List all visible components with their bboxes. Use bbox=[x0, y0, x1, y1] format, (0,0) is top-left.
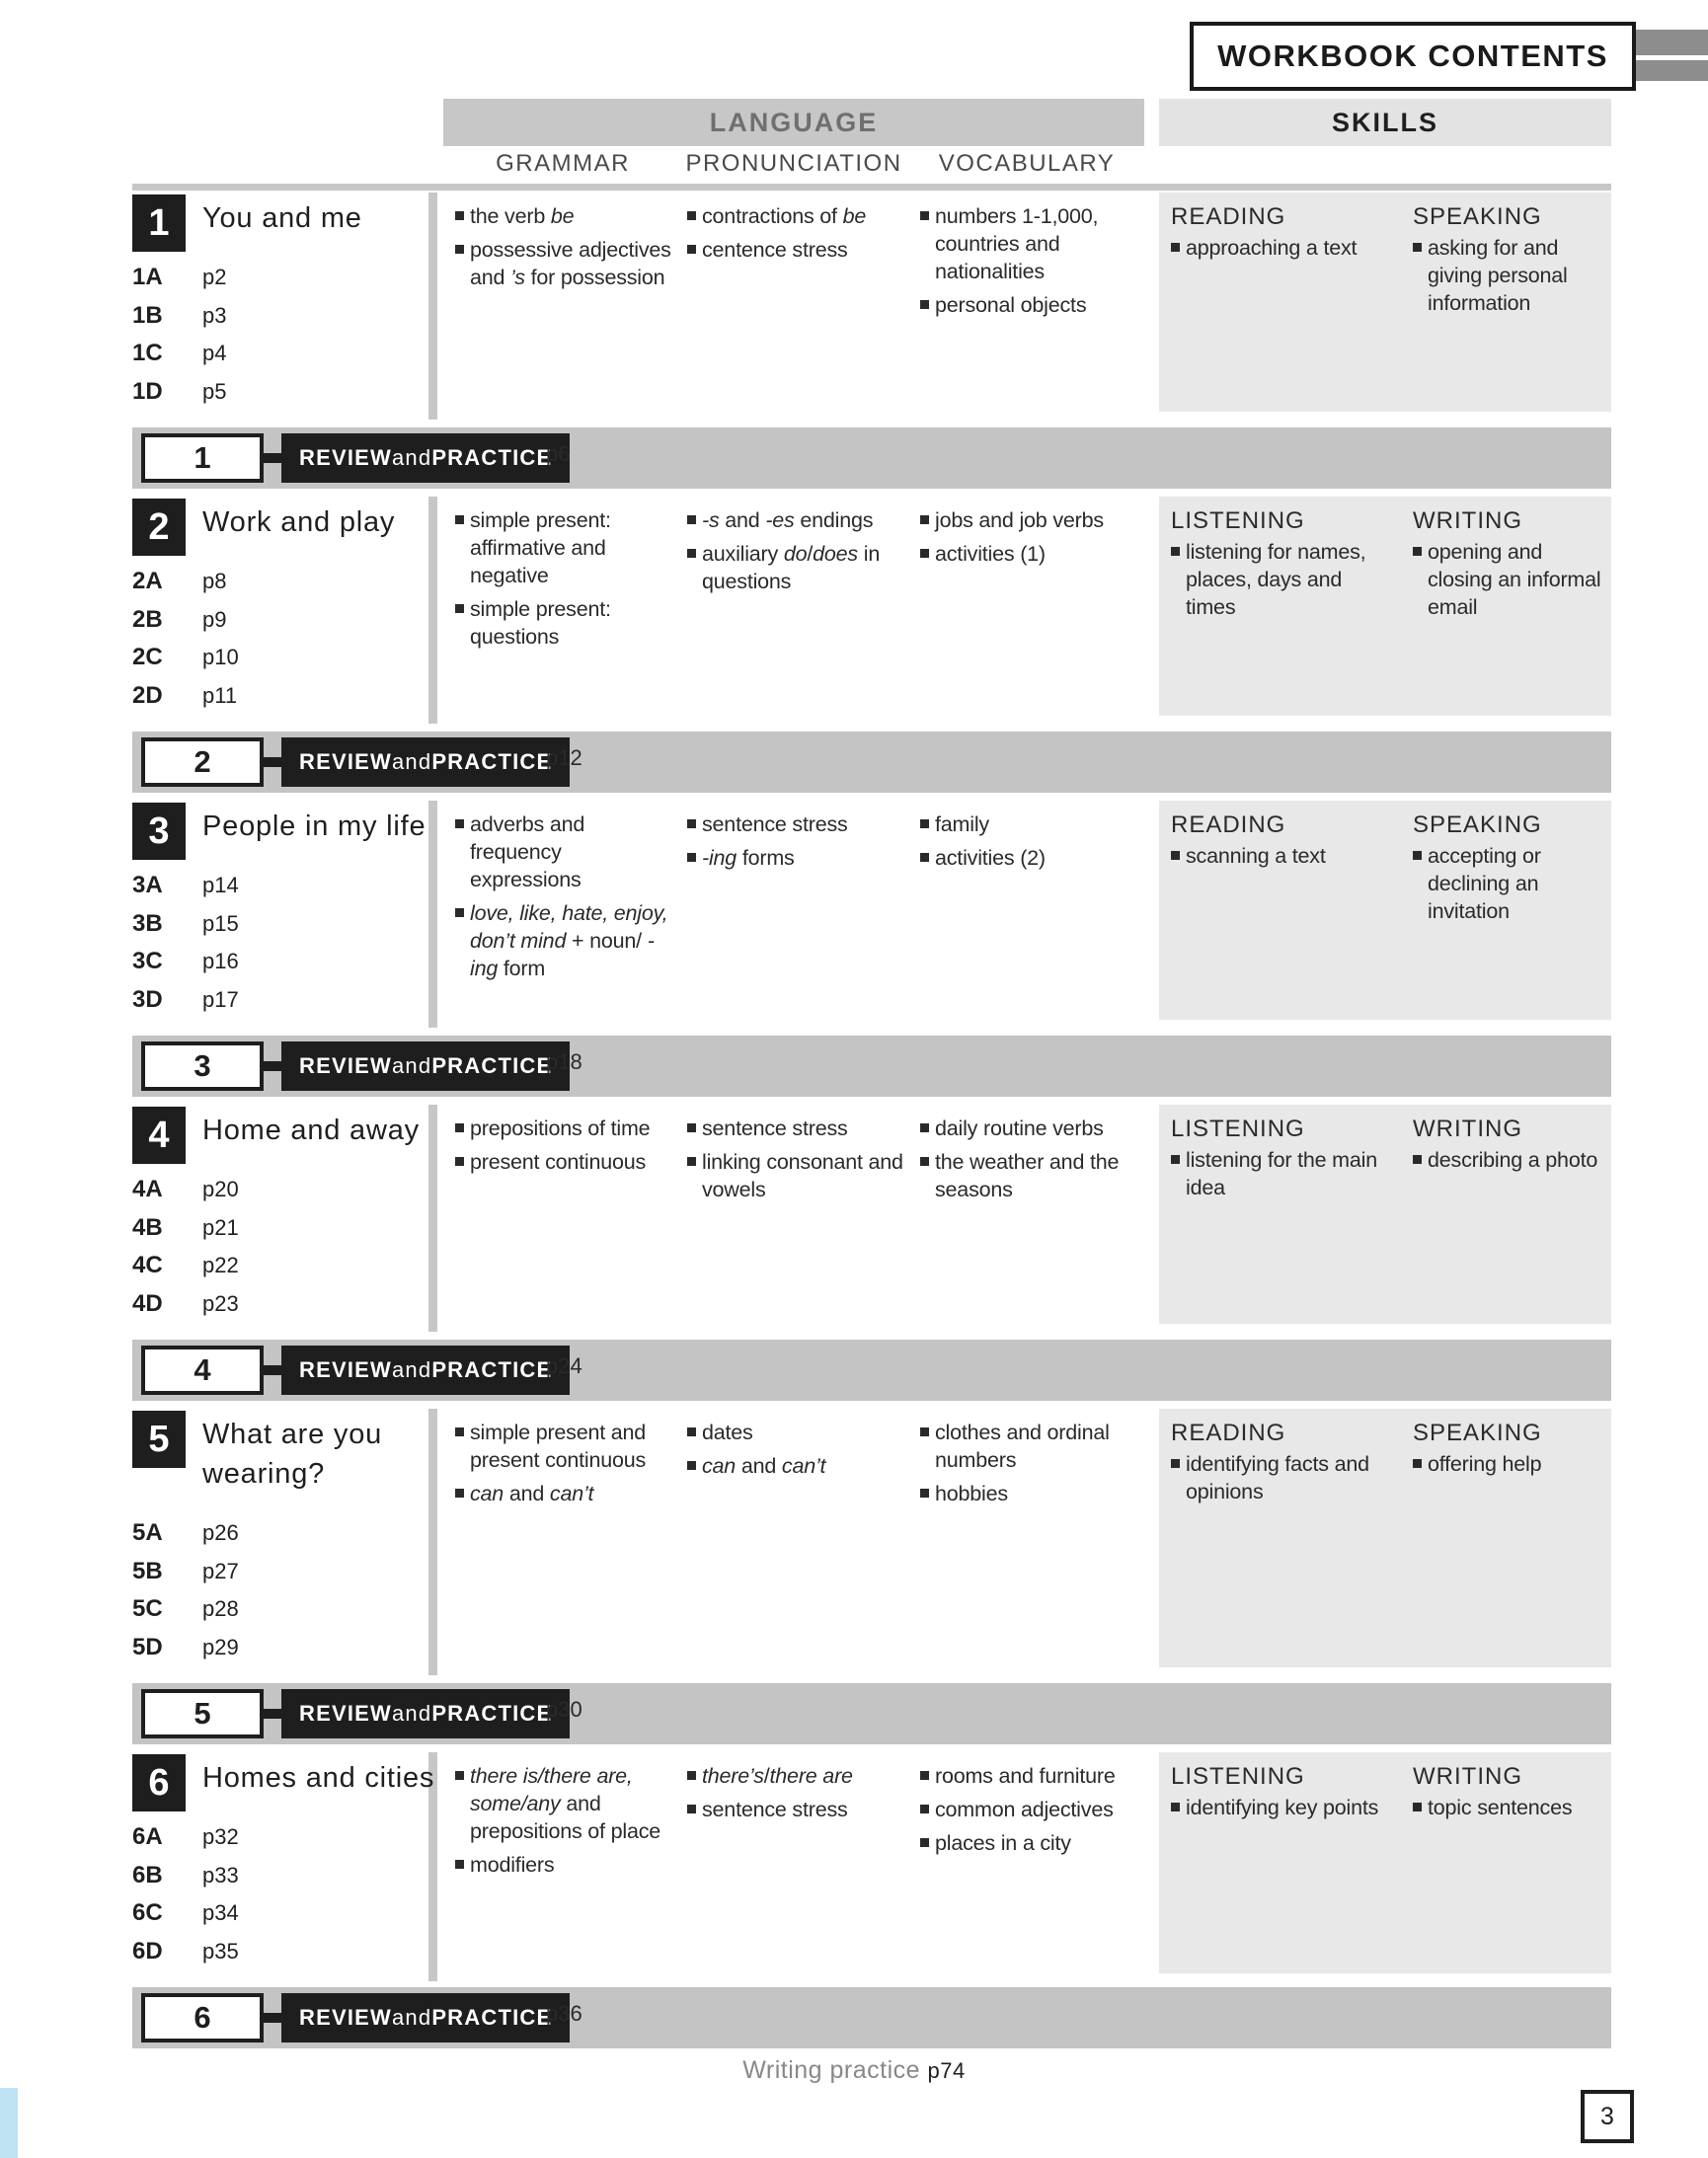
bullet-item: can and can’t bbox=[687, 1452, 904, 1480]
lesson-list bbox=[132, 1818, 428, 1970]
grammar-column bbox=[455, 1115, 672, 1182]
lesson-page: p4 bbox=[202, 341, 227, 366]
lesson-row bbox=[132, 1553, 428, 1591]
practice-word: PRACTICE bbox=[431, 2005, 553, 2030]
unit-4 bbox=[132, 1105, 1611, 1332]
lesson-row bbox=[132, 601, 428, 640]
grammar-column bbox=[455, 1762, 672, 1885]
bullet-item: possessive adjectives and ’s for possession bbox=[455, 236, 672, 291]
pronunciation-header: PRONUNCIATION bbox=[685, 150, 902, 177]
language-header: LANGUAGE bbox=[443, 99, 1144, 146]
unit-1 bbox=[132, 193, 1611, 420]
skill-column-1 bbox=[1171, 202, 1393, 268]
pronunciation-column bbox=[687, 810, 904, 878]
bullet-item: love, like, hate, enjoy, don’t mind + noun/ -ing form bbox=[455, 899, 672, 982]
lesson-row bbox=[132, 1590, 428, 1629]
bullet-item: contractions of be bbox=[687, 202, 904, 230]
review-page: p12 bbox=[546, 745, 582, 770]
lesson-code: 4B bbox=[132, 1213, 163, 1241]
lesson-code: 1C bbox=[132, 340, 163, 367]
bullet-item: modifiers bbox=[455, 1851, 672, 1879]
bullet-item: accepting or declining an invitation bbox=[1413, 842, 1610, 925]
unit-2 bbox=[132, 497, 1611, 724]
review-word: REVIEW bbox=[299, 2005, 392, 2030]
lesson-row bbox=[132, 1514, 428, 1553]
unit-title: You and me bbox=[202, 202, 362, 234]
bullet-item: topic sentences bbox=[1413, 1794, 1610, 1821]
lesson-page: p35 bbox=[202, 1938, 239, 1964]
bullet-item: activities (1) bbox=[920, 540, 1137, 568]
title-decoration-stripe bbox=[1636, 30, 1708, 81]
lesson-code: 1B bbox=[132, 301, 163, 329]
review-practice-bar bbox=[132, 732, 1611, 793]
skill-heading: SPEAKING bbox=[1413, 203, 1542, 230]
unit-6 bbox=[132, 1752, 1611, 1981]
lesson-code: 5A bbox=[132, 1519, 163, 1547]
skill-column-1 bbox=[1171, 506, 1393, 627]
and-word: and bbox=[392, 1701, 432, 1726]
lesson-page: p5 bbox=[202, 378, 227, 404]
review-practice-label bbox=[281, 1689, 570, 1738]
bullet-item: listening for the main idea bbox=[1171, 1146, 1393, 1201]
review-page: p6 bbox=[546, 441, 571, 466]
grammar-column bbox=[455, 202, 672, 297]
bullet-item: personal objects bbox=[920, 291, 1137, 319]
lesson-row bbox=[132, 639, 428, 677]
review-connector bbox=[264, 2013, 281, 2023]
skill-heading: WRITING bbox=[1413, 507, 1522, 534]
bullet-item: common adjectives bbox=[920, 1796, 1137, 1823]
lesson-row bbox=[132, 563, 428, 601]
skill-heading: WRITING bbox=[1413, 1116, 1522, 1142]
review-unit-number: 4 bbox=[141, 1346, 264, 1395]
bullet-item: centence stress bbox=[687, 236, 904, 264]
lesson-code: 6B bbox=[132, 1861, 163, 1888]
skill-heading: LISTENING bbox=[1171, 507, 1305, 534]
review-word: REVIEW bbox=[299, 1701, 392, 1726]
unit-title: Home and away bbox=[202, 1115, 420, 1146]
lesson-code: 6A bbox=[132, 1823, 163, 1851]
lesson-code: 6C bbox=[132, 1899, 163, 1927]
unit-number: 6 bbox=[132, 1754, 186, 1811]
grammar-header: GRAMMAR bbox=[496, 150, 630, 177]
and-word: and bbox=[392, 1053, 432, 1078]
bullet-item: simple present: questions bbox=[455, 595, 672, 651]
review-unit-number: 1 bbox=[141, 433, 264, 483]
bullet-item: present continuous bbox=[455, 1148, 672, 1176]
unit-number: 4 bbox=[132, 1107, 186, 1164]
lesson-row bbox=[132, 981, 428, 1020]
lesson-code: 3B bbox=[132, 909, 163, 937]
bullet-item: identifying facts and opinions bbox=[1171, 1450, 1393, 1505]
lesson-code: 3D bbox=[132, 985, 163, 1013]
lesson-row bbox=[132, 335, 428, 373]
review-word: REVIEW bbox=[299, 1357, 392, 1382]
lesson-code: 2B bbox=[132, 605, 163, 633]
unit-title: Homes and cities bbox=[202, 1762, 435, 1794]
lesson-list bbox=[132, 259, 428, 411]
review-practice-label bbox=[281, 1993, 570, 2042]
review-practice-bar bbox=[132, 1340, 1611, 1401]
lesson-code: 1A bbox=[132, 264, 163, 291]
unit-5 bbox=[132, 1409, 1611, 1675]
review-unit-number: 2 bbox=[141, 737, 264, 787]
review-page: p24 bbox=[546, 1353, 582, 1378]
lesson-row bbox=[132, 905, 428, 944]
lesson-page: p15 bbox=[202, 910, 239, 936]
writing-practice-label: Writing practice bbox=[742, 2056, 921, 2084]
practice-word: PRACTICE bbox=[431, 1357, 553, 1382]
bullet-item: hobbies bbox=[920, 1480, 1137, 1507]
bullet-item: prepositions of time bbox=[455, 1115, 672, 1142]
lesson-code: 5C bbox=[132, 1595, 163, 1623]
lesson-code: 3A bbox=[132, 872, 163, 899]
review-practice-bar bbox=[132, 1987, 1611, 2048]
review-practice-label bbox=[281, 1346, 570, 1395]
lesson-row bbox=[132, 259, 428, 297]
review-word: REVIEW bbox=[299, 1053, 392, 1078]
skill-heading: SPEAKING bbox=[1413, 1420, 1542, 1446]
lesson-row bbox=[132, 1247, 428, 1285]
review-page: p30 bbox=[546, 1697, 582, 1722]
lesson-page: p27 bbox=[202, 1558, 239, 1583]
lesson-row bbox=[132, 1171, 428, 1209]
bullet-item: -ing forms bbox=[687, 844, 904, 872]
and-word: and bbox=[392, 2005, 432, 2030]
lesson-row bbox=[132, 1933, 428, 1971]
pronunciation-column bbox=[687, 506, 904, 601]
writing-practice-page: p74 bbox=[927, 2058, 966, 2083]
bullet-item: clothes and ordinal numbers bbox=[920, 1419, 1137, 1474]
practice-word: PRACTICE bbox=[431, 749, 553, 774]
lesson-page: p21 bbox=[202, 1214, 239, 1240]
lesson-page: p9 bbox=[202, 606, 227, 632]
bullet-item: the verb be bbox=[455, 202, 672, 230]
review-practice-bar bbox=[132, 1036, 1611, 1097]
bullet-item: offering help bbox=[1413, 1450, 1610, 1478]
lesson-page: p2 bbox=[202, 265, 227, 290]
bullet-item: family bbox=[920, 810, 1137, 838]
review-page: p36 bbox=[546, 2001, 582, 2026]
vocabulary-column bbox=[920, 1762, 1137, 1863]
review-unit-number: 3 bbox=[141, 1041, 264, 1091]
skill-column-2 bbox=[1413, 810, 1610, 931]
pronunciation-column bbox=[687, 1419, 904, 1486]
lesson-code: 2D bbox=[132, 681, 163, 709]
lesson-page: p28 bbox=[202, 1596, 239, 1622]
lesson-list bbox=[132, 867, 428, 1019]
lesson-page: p20 bbox=[202, 1177, 239, 1202]
lesson-page: p26 bbox=[202, 1520, 239, 1546]
lesson-code: 4C bbox=[132, 1252, 163, 1279]
lesson-row bbox=[132, 1629, 428, 1667]
and-word: and bbox=[392, 1357, 432, 1382]
review-connector bbox=[264, 1365, 281, 1375]
vocabulary-column bbox=[920, 1419, 1137, 1513]
lesson-code: 1D bbox=[132, 377, 163, 405]
lesson-code: 4A bbox=[132, 1176, 163, 1203]
and-word: and bbox=[392, 445, 432, 470]
bullet-item: the weather and the seasons bbox=[920, 1148, 1137, 1203]
lesson-page: p3 bbox=[202, 302, 227, 328]
bullet-item: can and can’t bbox=[455, 1480, 672, 1507]
bullet-item: asking for and giving personal information bbox=[1413, 234, 1610, 317]
unit-title: What are you wearing? bbox=[202, 1419, 383, 1490]
pronunciation-column bbox=[687, 1762, 904, 1829]
practice-word: PRACTICE bbox=[431, 1701, 553, 1726]
page-number: 3 bbox=[1581, 2090, 1634, 2143]
review-page: p18 bbox=[546, 1049, 582, 1074]
review-connector bbox=[264, 453, 281, 463]
skill-column-2 bbox=[1413, 1115, 1610, 1180]
practice-word: PRACTICE bbox=[431, 1053, 553, 1078]
grammar-column bbox=[455, 810, 672, 988]
lesson-code: 5B bbox=[132, 1557, 163, 1584]
lesson-code: 2A bbox=[132, 568, 163, 595]
and-word: and bbox=[392, 749, 432, 774]
bullet-item: describing a photo bbox=[1413, 1146, 1610, 1174]
skill-column-2 bbox=[1413, 506, 1610, 627]
bullet-item: approaching a text bbox=[1171, 234, 1393, 262]
unit-number: 3 bbox=[132, 803, 186, 860]
skill-heading: READING bbox=[1171, 203, 1286, 230]
lesson-row bbox=[132, 1857, 428, 1895]
lesson-page: p10 bbox=[202, 645, 239, 670]
writing-practice-footer bbox=[0, 2056, 1708, 2085]
skill-heading: READING bbox=[1171, 811, 1286, 838]
bullet-item: -s and -es endings bbox=[687, 506, 904, 534]
review-connector bbox=[264, 1709, 281, 1719]
grammar-column bbox=[455, 1419, 672, 1513]
skill-heading: LISTENING bbox=[1171, 1763, 1305, 1790]
skill-column-1 bbox=[1171, 1419, 1393, 1511]
bullet-item: sentence stress bbox=[687, 810, 904, 838]
skill-column-1 bbox=[1171, 1762, 1393, 1827]
lesson-page: p29 bbox=[202, 1634, 239, 1659]
bullet-item: listening for names, places, days and times bbox=[1171, 538, 1393, 621]
skill-heading: READING bbox=[1171, 1420, 1286, 1446]
lesson-list bbox=[132, 1514, 428, 1666]
unit-title: Work and play bbox=[202, 506, 396, 538]
review-practice-label bbox=[281, 1041, 570, 1091]
skill-column-2 bbox=[1413, 202, 1610, 323]
lesson-page: p11 bbox=[202, 682, 238, 708]
workbook-contents-title: WORKBOOK CONTENTS bbox=[1190, 22, 1636, 91]
bullet-item: opening and closing an informal email bbox=[1413, 538, 1610, 621]
lesson-list bbox=[132, 563, 428, 715]
bullet-item: linking consonant and vowels bbox=[687, 1148, 904, 1203]
lesson-row bbox=[132, 1894, 428, 1933]
unit-title: People in my life bbox=[202, 810, 427, 842]
vocabulary-column bbox=[920, 202, 1137, 325]
review-unit-number: 6 bbox=[141, 1993, 264, 2042]
review-connector bbox=[264, 757, 281, 767]
bullet-item: numbers 1-1,000, countries and nationalities bbox=[920, 202, 1137, 285]
lesson-page: p32 bbox=[202, 1824, 239, 1850]
skill-heading: WRITING bbox=[1413, 1763, 1522, 1790]
review-practice-label bbox=[281, 737, 570, 787]
edge-tab bbox=[0, 2088, 18, 2158]
bullet-item: daily routine verbs bbox=[920, 1115, 1137, 1142]
bullet-item: auxiliary do/does in questions bbox=[687, 540, 904, 595]
bullet-item: simple present and present continuous bbox=[455, 1419, 672, 1474]
bullet-item: adverbs and frequency expressions bbox=[455, 810, 672, 893]
review-unit-number: 5 bbox=[141, 1689, 264, 1738]
bullet-item: identifying key points bbox=[1171, 1794, 1393, 1821]
bullet-item: places in a city bbox=[920, 1829, 1137, 1857]
skill-column-1 bbox=[1171, 810, 1393, 876]
lesson-page: p23 bbox=[202, 1290, 239, 1316]
bullet-item: activities (2) bbox=[920, 844, 1137, 872]
lesson-code: 3C bbox=[132, 948, 163, 975]
unit-number: 2 bbox=[132, 499, 186, 556]
review-practice-bar bbox=[132, 1683, 1611, 1744]
bullet-item: there is/there are, some/any and prepositions of place bbox=[455, 1762, 672, 1845]
review-connector bbox=[264, 1061, 281, 1071]
lesson-row bbox=[132, 867, 428, 905]
skill-column-1 bbox=[1171, 1115, 1393, 1207]
skill-heading: LISTENING bbox=[1171, 1116, 1305, 1142]
practice-word: PRACTICE bbox=[431, 445, 553, 470]
lesson-row bbox=[132, 297, 428, 336]
vocabulary-header: VOCABULARY bbox=[938, 150, 1116, 177]
bullet-item: scanning a text bbox=[1171, 842, 1393, 870]
lesson-page: p16 bbox=[202, 949, 239, 974]
skill-column-2 bbox=[1413, 1762, 1610, 1827]
review-word: REVIEW bbox=[299, 445, 392, 470]
lesson-page: p34 bbox=[202, 1900, 239, 1926]
lesson-row bbox=[132, 373, 428, 412]
vocabulary-column bbox=[920, 506, 1137, 574]
bullet-item: dates bbox=[687, 1419, 904, 1446]
unit-number: 1 bbox=[132, 194, 186, 252]
unit-3 bbox=[132, 801, 1611, 1028]
lesson-row bbox=[132, 1209, 428, 1248]
lesson-page: p33 bbox=[202, 1862, 239, 1888]
lesson-code: 2C bbox=[132, 644, 163, 671]
bullet-item: sentence stress bbox=[687, 1796, 904, 1823]
lesson-row bbox=[132, 1818, 428, 1857]
unit-number: 5 bbox=[132, 1411, 186, 1468]
lesson-row bbox=[132, 1285, 428, 1324]
lesson-list bbox=[132, 1171, 428, 1323]
bullet-item: sentence stress bbox=[687, 1115, 904, 1142]
pronunciation-column bbox=[687, 1115, 904, 1209]
header-rule bbox=[132, 184, 1611, 191]
skills-header: SKILLS bbox=[1159, 99, 1611, 146]
lesson-row bbox=[132, 943, 428, 981]
review-word: REVIEW bbox=[299, 749, 392, 774]
vocabulary-column bbox=[920, 810, 1137, 878]
bullet-item: rooms and furniture bbox=[920, 1762, 1137, 1790]
bullet-item: jobs and job verbs bbox=[920, 506, 1137, 534]
skill-heading: SPEAKING bbox=[1413, 811, 1542, 838]
lesson-page: p8 bbox=[202, 569, 227, 594]
bullet-item: there’s/there are bbox=[687, 1762, 904, 1790]
pronunciation-column bbox=[687, 202, 904, 270]
lesson-row bbox=[132, 677, 428, 716]
vocabulary-column bbox=[920, 1115, 1137, 1209]
lesson-page: p22 bbox=[202, 1253, 239, 1278]
review-practice-label bbox=[281, 433, 570, 483]
lesson-code: 5D bbox=[132, 1633, 163, 1660]
grammar-column bbox=[455, 506, 672, 656]
lesson-page: p14 bbox=[202, 873, 239, 898]
lesson-page: p17 bbox=[202, 986, 239, 1012]
lesson-code: 4D bbox=[132, 1289, 163, 1317]
review-practice-bar bbox=[132, 427, 1611, 489]
skill-column-2 bbox=[1413, 1419, 1610, 1484]
lesson-code: 6D bbox=[132, 1937, 163, 1965]
bullet-item: simple present: affirmative and negative bbox=[455, 506, 672, 589]
